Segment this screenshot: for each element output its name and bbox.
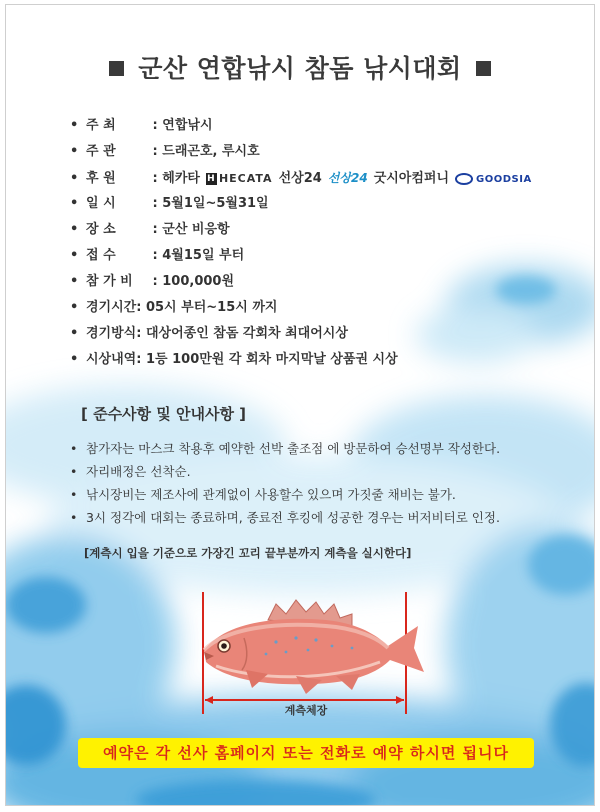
rule-text: 낚시장비는 제조사에 관계없이 사용할수 있으며 가짓줄 채비는 불가.	[86, 487, 456, 502]
info-value: 군산 비응항	[162, 222, 230, 237]
bullet-icon: •	[70, 300, 79, 315]
bullet-icon: •	[70, 248, 79, 263]
rule-text: 자리배정은 선착순.	[86, 464, 191, 479]
measurement-note: [계측시 입을 기준으로 가장긴 꼬리 끝부분까지 계측을 실시한다]	[84, 546, 412, 560]
reservation-banner: 예약은 각 선사 홈페이지 또는 전화로 예약 하시면 됩니다	[78, 738, 534, 768]
bullet-icon: •	[70, 144, 79, 159]
sponsor-hecata-text: 헤카타	[162, 171, 200, 186]
rule-item	[70, 506, 595, 529]
info-row-host: • 주 최 : 연합낚시	[70, 113, 590, 139]
info-value: 100,000원	[162, 274, 235, 289]
rule-item	[70, 460, 595, 483]
info-row-registration: • 접 수 : 4월15일 부터	[70, 243, 590, 269]
info-label: 시상내역	[86, 352, 137, 367]
hecata-logo: H HECATA	[207, 172, 273, 185]
info-label: 경기시간	[86, 300, 137, 315]
bullet-icon: •	[70, 464, 78, 479]
info-value: 05시 부터~15시 까지	[145, 300, 278, 315]
bullet-icon: •	[70, 487, 78, 502]
info-row-prize: • 시상내역: 1등 100만원 각 회차 마지막날 상품권 시상	[70, 347, 590, 373]
info-row-organizer: • 주 관 : 드래곤호, 루시호	[70, 139, 590, 165]
square-bullet-icon	[109, 61, 124, 76]
measure-label: 계측체장	[284, 704, 328, 717]
sponsor-sunsang-text: 선상24	[278, 171, 322, 186]
red-snapper-fish-icon	[204, 600, 424, 694]
bullet-icon: •	[70, 326, 79, 341]
info-value: 연합낚시	[162, 118, 213, 133]
info-label: 주 최	[86, 118, 116, 133]
goodsia-logo: GOODSIA	[455, 167, 532, 193]
info-row-date: • 일 시 : 5월1일~5월31일	[70, 191, 590, 217]
info-row-sponsor: • 후 원 : 헤카타 H HECATA 선상24 선상24 굿시아컴퍼니 GOODSIA	[70, 165, 590, 191]
info-value: 드래곤호, 루시호	[162, 144, 260, 159]
rule-item	[70, 437, 595, 460]
info-row-method: • 경기방식: 대상어종인 참돔 각회차 최대어시상	[70, 321, 590, 347]
info-value: 5월1일~5월31일	[162, 196, 269, 211]
info-label: 장 소	[86, 222, 116, 237]
title-text: 군산 연합낚시 참돔 낚시대회	[138, 54, 462, 83]
poster	[5, 4, 595, 806]
info-label: 주 관	[86, 144, 116, 159]
info-label: 후 원	[86, 171, 116, 186]
bullet-icon: •	[70, 441, 78, 456]
sponsor-goodsia-text: 굿시아컴퍼니	[373, 171, 450, 186]
info-value: 4월15일 부터	[162, 248, 245, 263]
bullet-icon: •	[70, 510, 78, 525]
info-value: 대상어종인 참돔 각회차 최대어시상	[145, 326, 348, 341]
bullet-icon: •	[70, 196, 79, 211]
arrow-left-icon	[205, 696, 213, 704]
bullet-icon: •	[70, 352, 79, 367]
page-title	[6, 49, 594, 85]
info-row-time: • 경기시간: 05시 부터~15시 까지	[70, 295, 590, 321]
bullet-icon: •	[70, 171, 79, 186]
rule-text: 참가자는 마스크 착용후 예약한 선박 출조점 에 방문하여 승선명부 작성한다.	[86, 441, 501, 456]
bullet-icon: •	[70, 118, 79, 133]
info-label: 경기방식	[86, 326, 137, 341]
bullet-icon: •	[70, 274, 79, 289]
info-label: 접 수	[86, 248, 116, 263]
rule-text: 3시 정각에 대회는 종료하며, 종료전 후킹에 성공한 경우는 버저비터로 인정.	[86, 510, 500, 525]
arrow-right-icon	[396, 696, 404, 704]
rule-item	[70, 483, 595, 506]
rules-section-title: [ 준수사항 및 안내사항 ]	[81, 405, 247, 423]
info-value: 1등 100만원 각 회차 마지막날 상품권 시상	[145, 352, 398, 367]
info-row-fee: • 참 가 비 : 100,000원	[70, 269, 590, 295]
rules-list	[70, 437, 595, 529]
square-bullet-icon	[476, 61, 491, 76]
event-info-list	[70, 113, 590, 373]
info-label: 참 가 비	[86, 274, 133, 289]
info-row-place: • 장 소 : 군산 비응항	[70, 217, 590, 243]
sunsang24-logo: 선상24	[327, 171, 368, 185]
bullet-icon: •	[70, 222, 79, 237]
info-label: 일 시	[86, 196, 116, 211]
